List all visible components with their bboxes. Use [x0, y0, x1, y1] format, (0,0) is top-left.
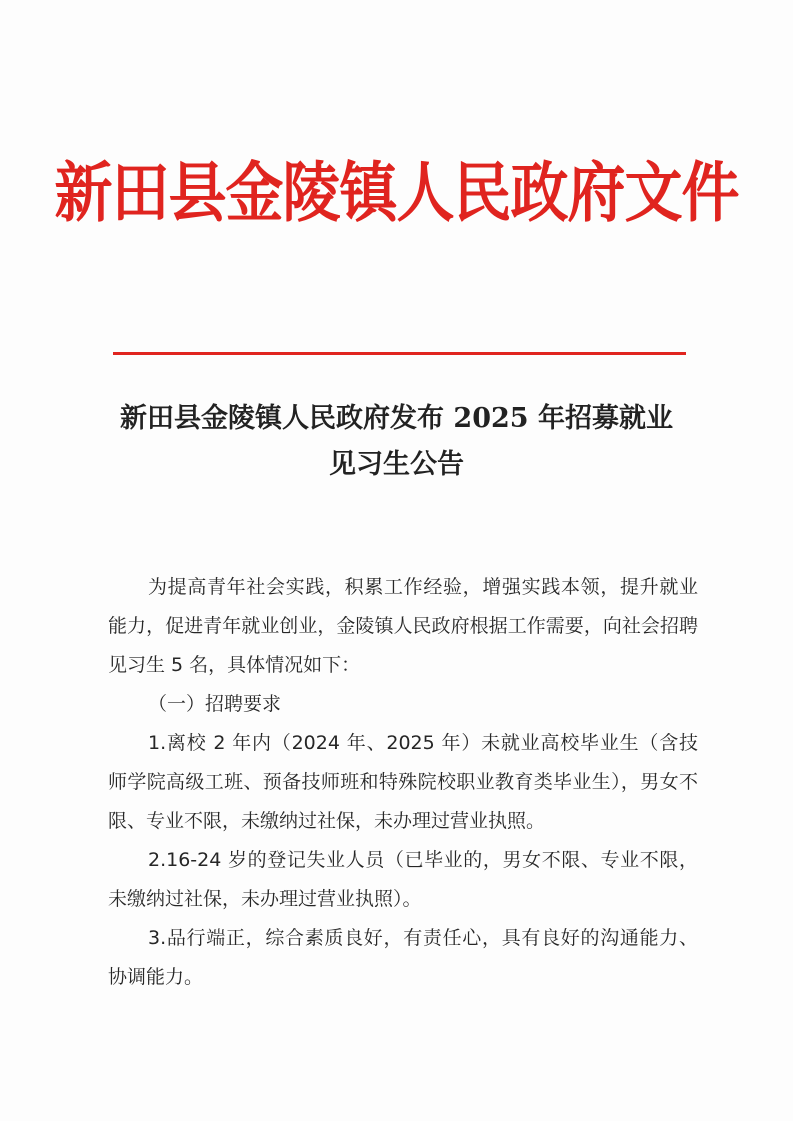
announcement-title-line-2: 见习生公告	[329, 449, 464, 480]
intro-paragraph: 为提高青年社会实践，积累工作经验，增强实践本领，提升就业能力，促进青年就业创业，金陵镇人民政府根据工作需要，向社会招聘见习生 5 名，具体情况如下：	[108, 576, 698, 676]
section-heading-requirements: （一）招聘要求	[148, 693, 282, 715]
requirement-item-1: 1.离校 2 年内（2024 年、2025 年）未就业高校毕业生（含技师学院高级工班、预备技师班和特殊院校职业教育类毕业生），男女不限、专业不限，未缴纳过社保，未办理过营业执照。	[108, 732, 698, 832]
requirement-item-2: 2.16-24 岁的登记失业人员（已毕业的，男女不限、专业不限，未缴纳过社保，未办理过营业执照）。	[108, 849, 698, 910]
red-divider-line	[113, 352, 686, 355]
document-body	[108, 568, 698, 997]
requirement-item-3: 3.品行端正，综合素质良好，有责任心，具有良好的沟通能力、协调能力。	[108, 927, 698, 988]
document-header-title: 新田县金陵镇人民政府文件	[54, 154, 739, 231]
announcement-title	[0, 396, 793, 488]
announcement-title-line-1: 新田县金陵镇人民政府发布 2025 年招募就业	[120, 403, 673, 434]
